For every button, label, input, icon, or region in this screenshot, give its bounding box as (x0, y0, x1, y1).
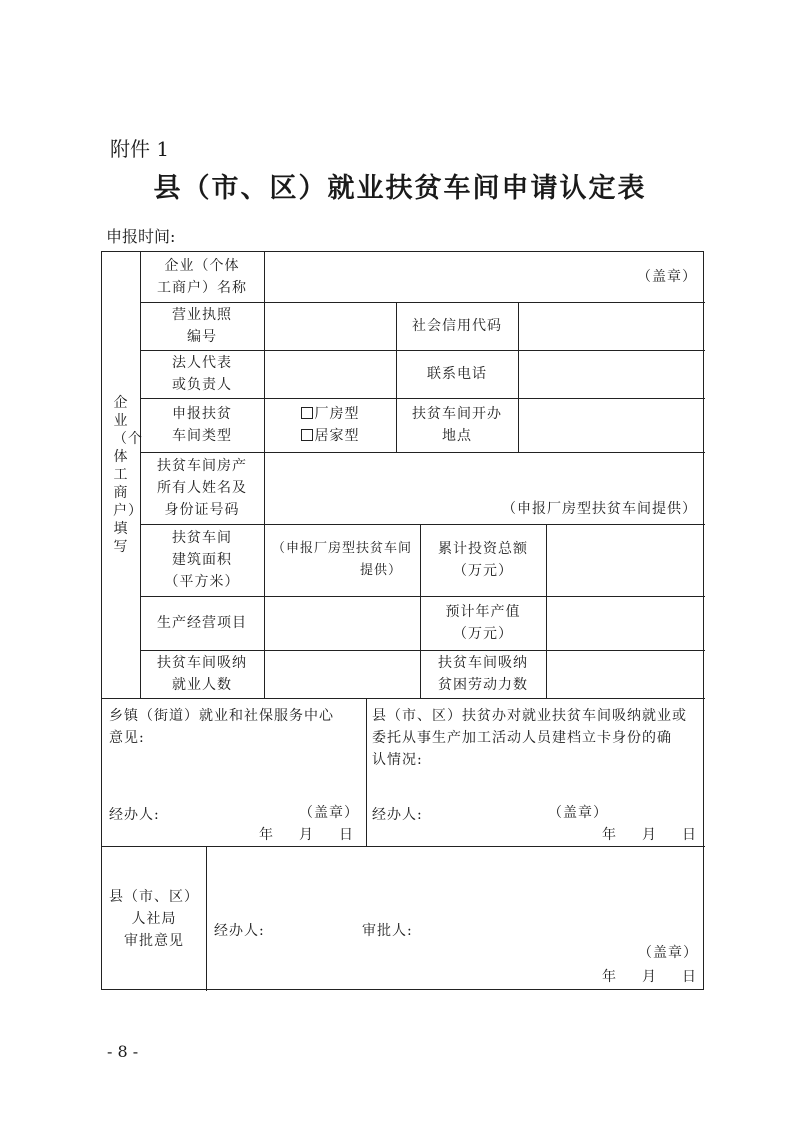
area-label-line3: （平方米） (164, 574, 240, 590)
employment-label-line1: 扶贫车间吸纳 (157, 655, 247, 671)
poor-labor-label-line1: 扶贫车间吸纳 (438, 655, 528, 671)
legal-rep-label-line1: 法人代表 (172, 355, 232, 371)
checkbox-home[interactable] (301, 429, 313, 441)
enterprise-section-side-text: 企业（个体工商户）填写 (113, 395, 143, 555)
workshop-type-label (140, 398, 264, 452)
annual-output-field[interactable] (546, 596, 705, 650)
company-name-label (140, 252, 264, 302)
workshop-type-label-line1: 申报扶贫 (172, 406, 232, 422)
license-number-label (140, 302, 264, 350)
attachment-label: 附件 1 (110, 137, 170, 161)
county-day-label: 日 (682, 827, 697, 843)
option-factory[interactable] (301, 403, 360, 425)
workshop-type-label-line2: 车间类型 (172, 428, 232, 444)
approval-field[interactable] (206, 846, 705, 991)
investment-label-line2: （万元） (453, 563, 513, 579)
owner-label-line3: 身份证号码 (164, 502, 240, 518)
county-poverty-office-opinion-cell[interactable] (366, 698, 705, 846)
company-name-label-line2: 工商户）名称 (157, 280, 247, 296)
application-form-table (101, 251, 704, 990)
legal-rep-label-line2: 或负责人 (172, 377, 232, 393)
poor-labor-label-line2: 贫困劳动力数 (438, 677, 528, 693)
town-stamp-label: （盖章） (299, 805, 359, 821)
county-opinion-text (372, 705, 702, 771)
owner-label-line2: 所有人姓名及 (157, 480, 247, 496)
option-factory-label: 厂房型 (314, 406, 360, 422)
approval-stamp-label: （盖章） (638, 945, 698, 961)
total-investment-label (420, 524, 546, 596)
credit-code-field[interactable] (518, 302, 705, 350)
property-owner-field[interactable] (264, 452, 705, 524)
option-home[interactable] (301, 425, 360, 447)
area-note-line2: 提供） (359, 563, 402, 578)
employment-count-label (140, 650, 264, 698)
area-label-line2: 建筑面积 (172, 552, 232, 568)
company-stamp-label: （盖章） (637, 269, 697, 285)
approval-label-line2: 人社局 (131, 910, 177, 927)
town-month-label: 月 (299, 827, 314, 843)
county-year-label: 年 (602, 827, 617, 843)
investment-label-line1: 累计投资总额 (438, 541, 528, 557)
town-day-label: 日 (339, 827, 354, 843)
workshop-location-label-line1: 扶贫车间开办 (412, 406, 502, 422)
employment-count-field[interactable] (264, 650, 420, 698)
approval-label-line3: 审批意见 (124, 932, 184, 949)
county-stamp-label: （盖章） (548, 805, 608, 821)
town-opinion-line1: 乡镇（街道）就业和社保服务中心 (109, 708, 334, 724)
approval-handler-label: 经办人: (214, 923, 265, 939)
total-investment-field[interactable] (546, 524, 705, 596)
company-name-field[interactable] (264, 252, 705, 302)
town-opinion-line2: 意见: (109, 730, 145, 746)
county-month-label: 月 (642, 827, 657, 843)
town-year-label: 年 (259, 827, 274, 843)
credit-code-label: 社会信用代码 (412, 318, 502, 334)
approval-year-label: 年 (602, 969, 617, 985)
employment-label-line2: 就业人数 (172, 677, 232, 693)
approval-approver-label: 审批人: (362, 923, 413, 939)
company-name-label-line1: 企业（个体 (164, 258, 240, 274)
property-owner-label (140, 452, 264, 524)
license-number-field[interactable] (264, 302, 396, 350)
approval-label (102, 846, 206, 991)
report-date-label: 申报时间: (106, 227, 176, 246)
business-project-field[interactable] (264, 596, 420, 650)
area-note-line1: （申报厂房型扶贫车间 (271, 541, 412, 556)
legal-representative-label (140, 350, 264, 398)
county-handler-label: 经办人: (372, 807, 423, 823)
town-opinion-cell[interactable] (102, 698, 366, 846)
area-label-line1: 扶贫车间 (172, 530, 232, 546)
approval-month-label: 月 (642, 969, 657, 985)
license-label-line2: 编号 (187, 329, 217, 345)
page-number: - 8 - (107, 1042, 139, 1061)
owner-label-line1: 扶贫车间房产 (157, 458, 247, 474)
town-handler-label: 经办人: (109, 807, 160, 823)
approval-label-line1: 县（市、区） (109, 888, 199, 905)
approval-day-label: 日 (682, 969, 697, 985)
license-label-line1: 营业执照 (172, 307, 232, 323)
output-label-line1: 预计年产值 (445, 604, 521, 620)
business-project-label: 生产经营项目 (157, 615, 247, 631)
building-area-label (140, 524, 264, 596)
town-opinion-text (109, 705, 359, 749)
workshop-location-label (396, 398, 518, 452)
workshop-location-label-line2: 地点 (442, 428, 472, 444)
county-opinion-line3: 认情况: (372, 752, 423, 768)
output-label-line2: （万元） (453, 626, 513, 642)
poor-labor-count-label (420, 650, 546, 698)
workshop-type-options (264, 398, 396, 452)
form-title: 县（市、区）就业扶贫车间申请认定表 (153, 173, 647, 204)
checkbox-factory[interactable] (301, 407, 313, 419)
option-home-label: 居家型 (314, 428, 360, 444)
phone-label: 联系电话 (427, 366, 487, 382)
poor-labor-count-field[interactable] (546, 650, 705, 698)
phone-field[interactable] (518, 350, 705, 398)
county-opinion-line2: 委托从事生产加工活动人员建档立卡身份的确 (372, 730, 672, 746)
enterprise-section-side-label (102, 252, 143, 698)
building-area-field[interactable] (264, 524, 420, 596)
legal-representative-field[interactable] (264, 350, 396, 398)
workshop-location-field[interactable] (518, 398, 705, 452)
county-opinion-line1: 县（市、区）扶贫办对就业扶贫车间吸纳就业或 (372, 708, 687, 724)
owner-note: （申报厂房型扶贫车间提供） (502, 501, 697, 517)
annual-output-label (420, 596, 546, 650)
